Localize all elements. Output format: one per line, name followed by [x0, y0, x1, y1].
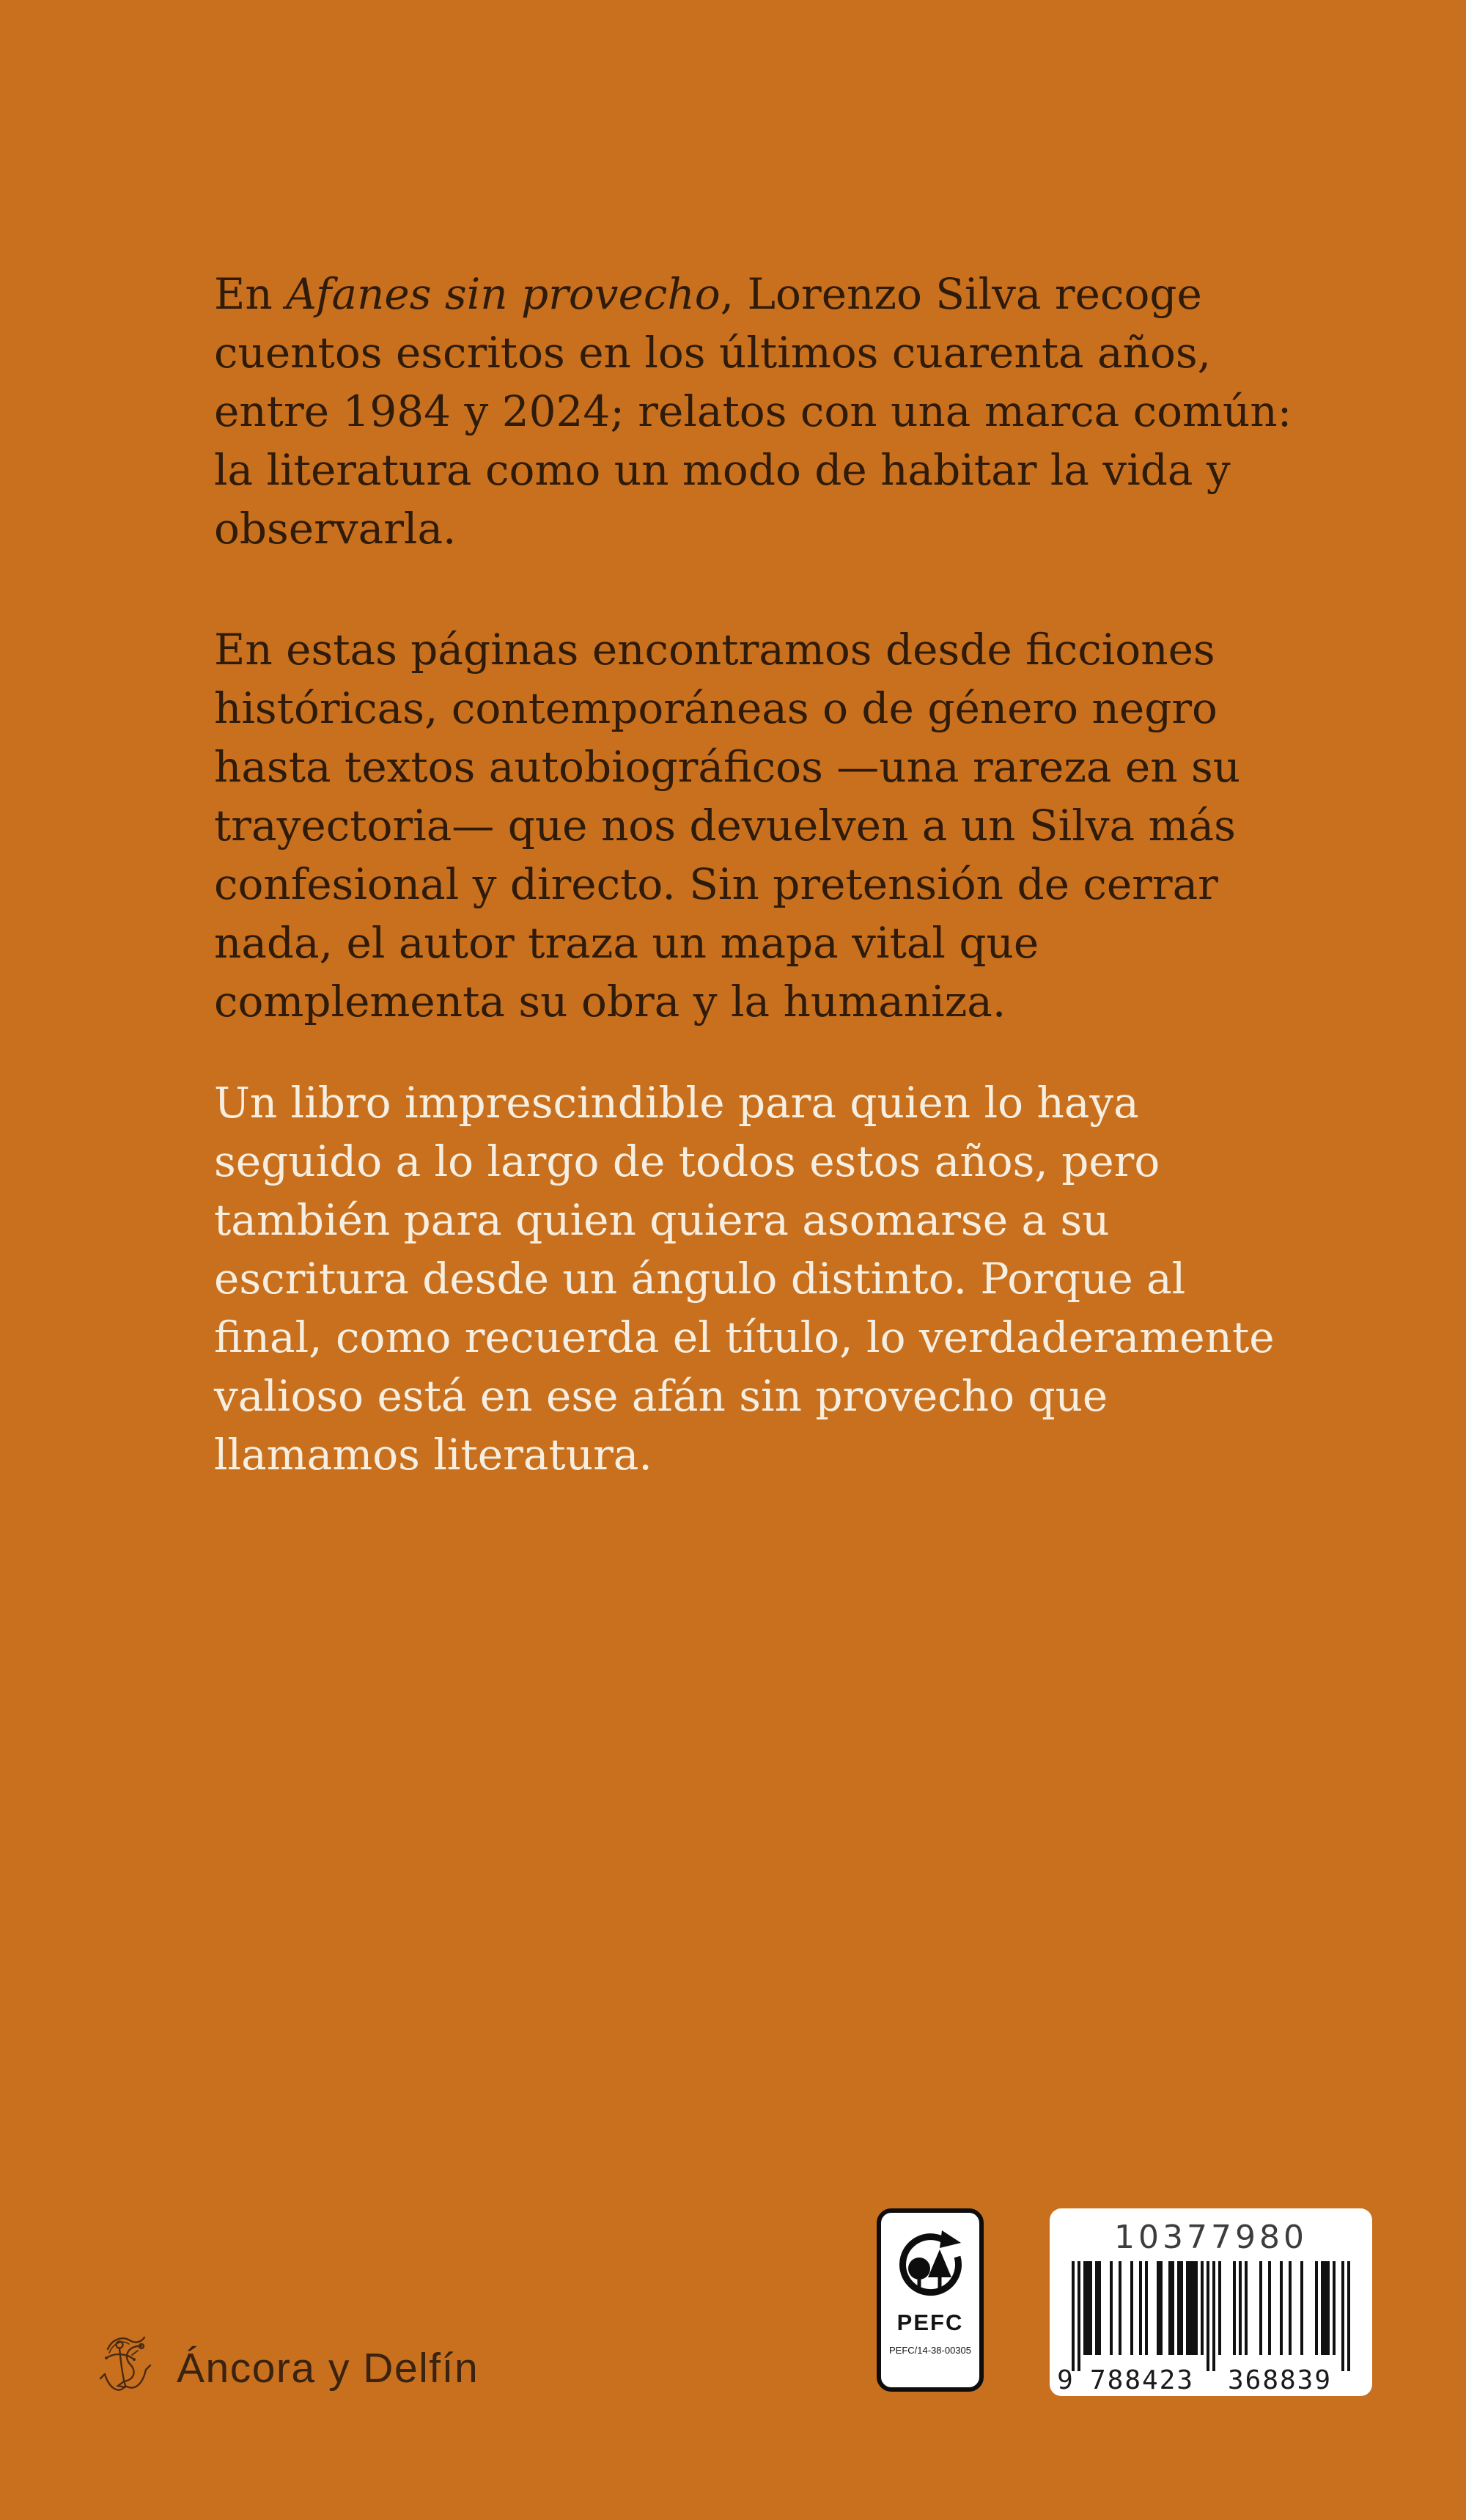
- synopsis-line: final, como recuerda el título, lo verdaderamente: [214, 1312, 1275, 1362]
- synopsis-line: escritura desde un ángulo distinto. Porque al: [214, 1254, 1186, 1304]
- synopsis-line: valioso está en ese afán sin provecho que: [214, 1371, 1108, 1421]
- barcode-top-number: 10377980: [1114, 2219, 1308, 2256]
- synopsis-line: En estas páginas encontramos desde ficciones: [214, 625, 1215, 675]
- barcode-digits-row: [1050, 2365, 1372, 2395]
- synopsis-line: llamamos literatura.: [214, 1430, 652, 1480]
- synopsis-line: confesional y directo. Sin pretensión de cerrar: [214, 859, 1218, 909]
- synopsis-line: hasta textos autobiográficos —una rareza en su: [214, 742, 1241, 792]
- synopsis-paragraph-2: [214, 620, 1255, 1031]
- publisher-logo: [97, 2332, 479, 2400]
- synopsis-line: también para quien quiera asomarse a su: [214, 1195, 1110, 1245]
- synopsis-line: [214, 265, 1255, 323]
- anchor-dolphin-icon: [97, 2332, 156, 2400]
- synopsis-line: seguido a lo largo de todos estos años, pero: [214, 1136, 1160, 1186]
- synopsis-paragraph-1: [214, 265, 1292, 558]
- synopsis-line: trayectoria— que nos devuelven a un Silva más: [214, 801, 1236, 851]
- synopsis-line: observarla.: [214, 504, 457, 554]
- book-title-italic: Afanes sin provecho: [286, 269, 721, 319]
- barcode-label: [1050, 2208, 1372, 2396]
- synopsis-line: complementa su obra y la humaniza.: [214, 977, 1006, 1026]
- pefc-label: PEFC: [896, 2310, 964, 2335]
- synopsis-line: nada, el autor traza un mapa vital que: [214, 918, 1039, 968]
- barcode-digit-group1: 788423: [1089, 2365, 1195, 2395]
- pefc-logo-icon: [894, 2223, 967, 2310]
- pefc-badge: [877, 2208, 984, 2392]
- barcode-digit-group2: 368839: [1227, 2365, 1333, 2395]
- barcode-digit-prefix: 9: [1057, 2365, 1073, 2395]
- pefc-cert-code: PEFC/14-38-00305: [888, 2345, 971, 2356]
- synopsis-line: la literatura como un modo de habitar la vida y: [214, 445, 1231, 495]
- publisher-collection-name: Áncora y Delfín: [177, 2345, 479, 2392]
- synopsis-line: Un libro imprescindible para quien lo haya: [214, 1078, 1139, 1128]
- synopsis-text: En: [214, 269, 287, 319]
- synopsis-line: históricas, contemporáneas o de género negro: [214, 683, 1218, 733]
- barcode-icon: [1050, 2261, 1372, 2373]
- synopsis-text: , Lorenzo Silva recoge: [720, 269, 1202, 319]
- synopsis-paragraph-3: [214, 1073, 1275, 1484]
- synopsis-line: cuentos escritos en los últimos cuarenta años,: [214, 328, 1212, 378]
- synopsis-line: entre 1984 y 2024; relatos con una marca común:: [214, 386, 1292, 436]
